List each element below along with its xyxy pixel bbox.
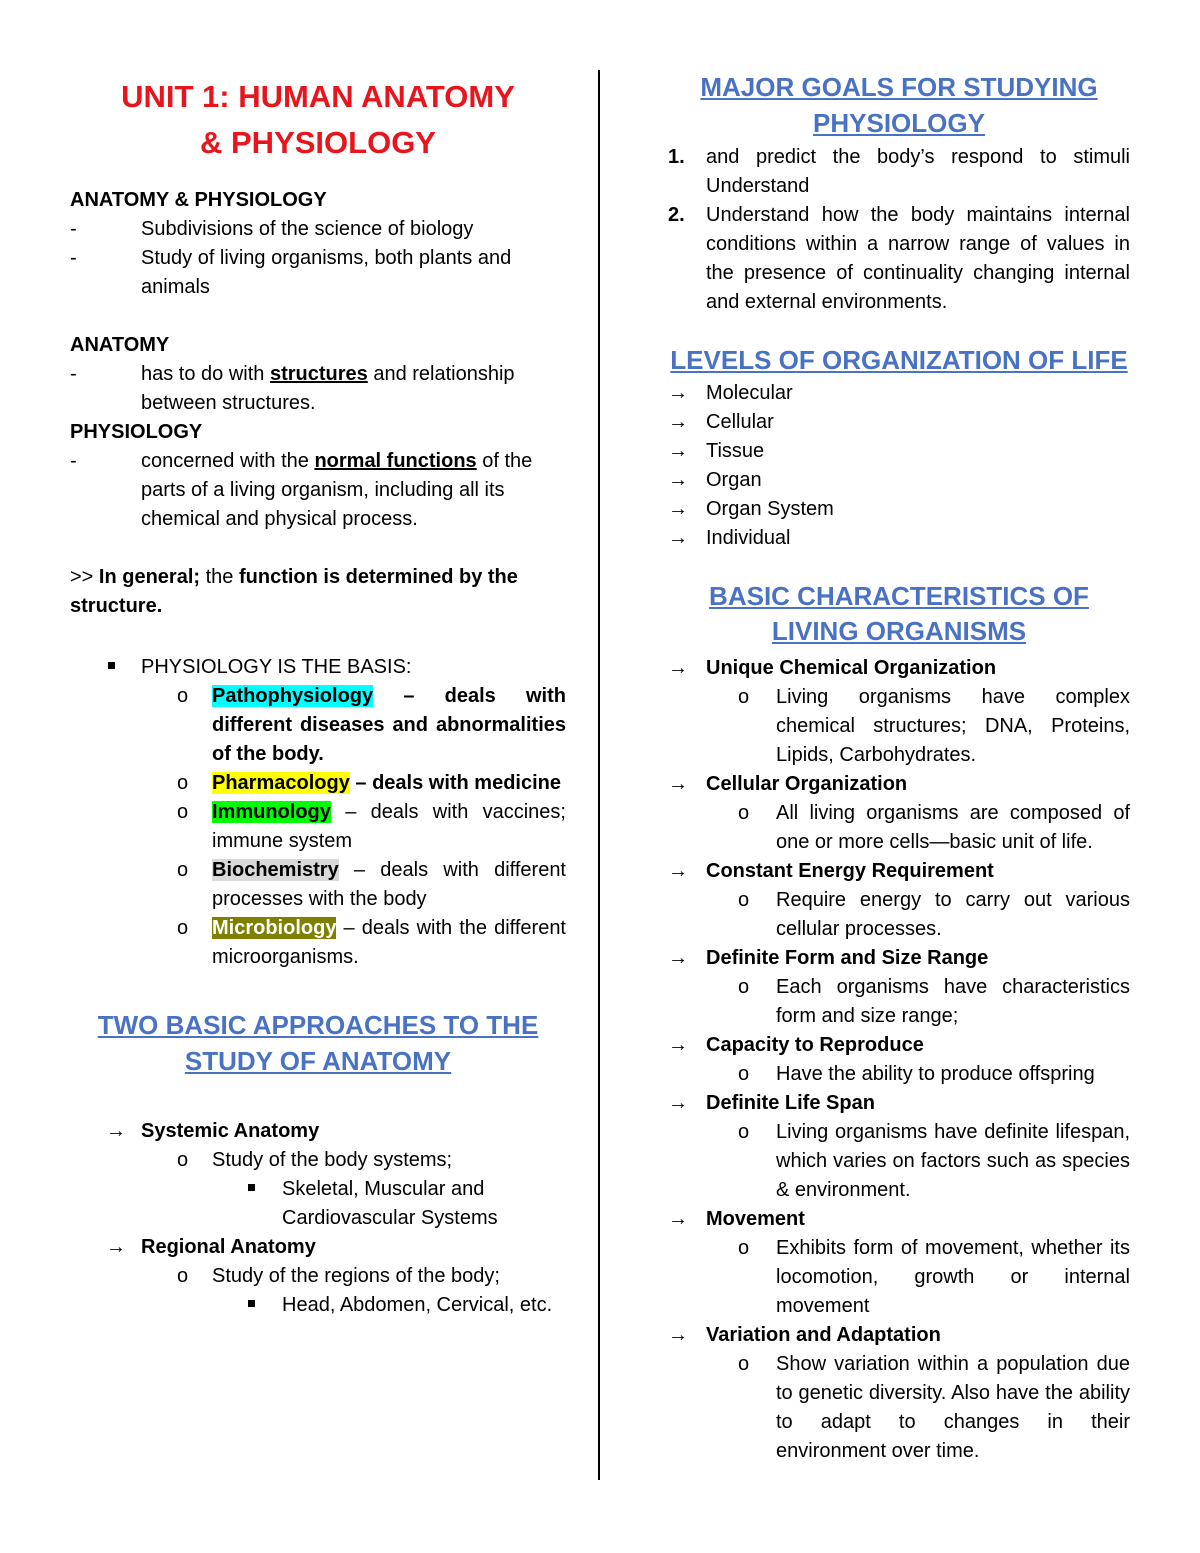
list-item: → Organ System bbox=[668, 495, 1130, 524]
circle-bullet-icon: o bbox=[738, 1236, 750, 1259]
arrow-right-icon: → bbox=[668, 1091, 688, 1114]
immunology-term: Immunology bbox=[212, 801, 331, 823]
circle-bullet-icon: o bbox=[177, 917, 189, 939]
general-statement: >> In general; the function is determined by the structure. bbox=[70, 566, 518, 617]
list-item-text: Study of living organisms, both plants and animals bbox=[141, 247, 512, 298]
basis-list bbox=[70, 682, 566, 972]
anatomy-heading: ANATOMY bbox=[70, 334, 170, 356]
arrow-right-icon: → bbox=[668, 497, 688, 520]
list-item: → Definite Form and Size Range bbox=[668, 944, 1130, 973]
arrow-right-icon: → bbox=[668, 1207, 688, 1230]
structures-emphasis: structures bbox=[269, 363, 368, 385]
square-bullet-icon bbox=[248, 1184, 255, 1191]
dash-bullet: - bbox=[70, 450, 77, 472]
levels-title: LEVELS OF ORGANIZATION OF LIFE bbox=[670, 345, 1128, 375]
levels-list bbox=[668, 379, 1130, 553]
circle-bullet-icon: o bbox=[177, 772, 189, 794]
arrow-right-icon: → bbox=[668, 381, 688, 404]
list-item: 2. Understand how the body maintains internal conditions within a narrow range of values in the presence of continuality changing internal and external environments. bbox=[668, 204, 1130, 313]
arrow-right-icon: → bbox=[668, 410, 688, 433]
list-item: → Organ bbox=[668, 466, 1130, 495]
list-item: → Movement bbox=[668, 1205, 1130, 1234]
goals-title: MAJOR GOALS FOR STUDYING PHYSIOLOGY bbox=[700, 72, 1098, 138]
microbiology-term: Microbiology bbox=[212, 917, 337, 939]
dash-bullet: - bbox=[70, 218, 77, 240]
circle-bullet-icon: o bbox=[738, 685, 750, 708]
right-column bbox=[668, 70, 1130, 1466]
list-item: o Study of the body systems; bbox=[70, 1146, 566, 1175]
list-item bbox=[70, 244, 566, 302]
list-item: o Microbiology – deals with the different microorganisms. bbox=[177, 914, 566, 972]
arrow-right-icon: → bbox=[668, 526, 688, 549]
circle-bullet-icon: o bbox=[177, 685, 189, 707]
list-item: o Require energy to carry out various cellular processes. bbox=[668, 886, 1130, 944]
list-item: → Molecular bbox=[668, 379, 1130, 408]
list-item: o Show variation within a population due to genetic diversity. Also have the ability to adapt to changes in their environment over time. bbox=[668, 1350, 1130, 1466]
circle-bullet-icon: o bbox=[738, 1062, 750, 1085]
left-column bbox=[70, 70, 566, 1320]
list-item: 1. and predict the body’s respond to stimuli Understand bbox=[668, 146, 1130, 197]
characteristics-list bbox=[668, 654, 1130, 1466]
arrow-right-icon: → bbox=[668, 468, 688, 491]
approaches-title: TWO BASIC APPROACHES TO THE STUDY OF ANATOMY bbox=[97, 1010, 539, 1076]
circle-bullet-icon: o bbox=[738, 1352, 750, 1375]
list-item: → Variation and Adaptation bbox=[668, 1321, 1130, 1350]
square-bullet-icon bbox=[248, 1300, 255, 1307]
arrow-right-icon: → bbox=[106, 1120, 126, 1142]
arrow-right-icon: → bbox=[668, 1033, 688, 1056]
list-item bbox=[70, 215, 566, 244]
list-item: → Capacity to Reproduce bbox=[668, 1031, 1130, 1060]
list-item: → Tissue bbox=[668, 437, 1130, 466]
column-divider bbox=[598, 70, 600, 1480]
left-body bbox=[70, 186, 566, 972]
list-item: o Have the ability to produce offspring bbox=[668, 1060, 1130, 1089]
list-item: → Individual bbox=[668, 524, 1130, 553]
list-item: → Regional Anatomy bbox=[70, 1233, 566, 1262]
circle-bullet-icon: o bbox=[738, 801, 750, 824]
list-item: → Cellular bbox=[668, 408, 1130, 437]
list-item: o Pathophysiology – deals with different diseases and abnormalities of the body. bbox=[177, 682, 566, 769]
list-item: o Immunology – deals with vaccines; immune system bbox=[177, 798, 566, 856]
list-item: o Biochemistry – deals with different processes with the body bbox=[177, 856, 566, 914]
list-item: Skeletal, Muscular and Cardiovascular Systems bbox=[70, 1175, 566, 1233]
circle-bullet-icon: o bbox=[738, 888, 750, 911]
basis-heading: PHYSIOLOGY IS THE BASIS: bbox=[70, 653, 566, 682]
list-item: o All living organisms are composed of one or more cells—basic unit of life. bbox=[668, 799, 1130, 857]
arrow-right-icon: → bbox=[668, 656, 688, 679]
circle-bullet-icon: o bbox=[177, 801, 189, 823]
circle-bullet-icon: o bbox=[177, 859, 189, 881]
normal-functions-emphasis: normal functions bbox=[314, 450, 477, 472]
characteristics-title: BASIC CHARACTERISTICS OF LIVING ORGANISMS bbox=[709, 580, 1089, 646]
pathophysiology-term: Pathophysiology bbox=[212, 685, 374, 707]
list-item-text: Subdivisions of the science of biology bbox=[141, 218, 474, 240]
arrow-right-icon: → bbox=[668, 859, 688, 882]
list-item: o Exhibits form of movement, whether its locomotion, growth or internal movement bbox=[668, 1234, 1130, 1321]
list-item: o Living organisms have complex chemical structures; DNA, Proteins, Lipids, Carbohydrates. bbox=[668, 683, 1130, 770]
dash-bullet: - bbox=[70, 247, 77, 269]
unit-title bbox=[70, 74, 566, 166]
list-item: → Definite Life Span bbox=[668, 1089, 1130, 1118]
approaches-list bbox=[70, 1117, 566, 1320]
biochemistry-term: Biochemistry bbox=[212, 859, 339, 881]
circle-bullet-icon: o bbox=[738, 975, 750, 998]
square-bullet-icon bbox=[108, 662, 115, 669]
list-item: o Pharmacology – deals with medicine bbox=[177, 769, 566, 798]
goals-list bbox=[668, 143, 1130, 317]
list-item: → Cellular Organization bbox=[668, 770, 1130, 799]
list-item: o Study of the regions of the body; bbox=[70, 1262, 566, 1291]
arrow-right-icon: → bbox=[668, 439, 688, 462]
list-item: → Systemic Anatomy bbox=[70, 1117, 566, 1146]
list-item: Head, Abdomen, Cervical, etc. bbox=[70, 1291, 566, 1320]
arrow-right-icon: → bbox=[668, 946, 688, 969]
arrow-right-icon: → bbox=[106, 1236, 126, 1258]
list-item: → Unique Chemical Organization bbox=[668, 654, 1130, 683]
physiology-heading: PHYSIOLOGY bbox=[70, 421, 203, 443]
dash-bullet: - bbox=[70, 363, 77, 385]
arrow-right-icon: → bbox=[668, 1323, 688, 1346]
circle-bullet-icon: o bbox=[177, 1149, 189, 1171]
list-item: o Living organisms have definite lifespan, which varies on factors such as species & environment. bbox=[668, 1118, 1130, 1205]
list-item: o Each organisms have characteristics form and size range; bbox=[668, 973, 1130, 1031]
anatomy-definition: - has to do with structures and relationship between structures. bbox=[70, 360, 566, 418]
unit-title-line2: & PHYSIOLOGY bbox=[200, 125, 436, 160]
circle-bullet-icon: o bbox=[738, 1120, 750, 1143]
unit-title-line1: UNIT 1: HUMAN ANATOMY bbox=[121, 79, 515, 114]
arrow-right-icon: → bbox=[668, 772, 688, 795]
pharmacology-term: Pharmacology bbox=[212, 772, 350, 794]
physiology-definition: - concerned with the normal functions of the parts of a living organism, including all its chemical and physical process. bbox=[70, 447, 566, 534]
circle-bullet-icon: o bbox=[177, 1265, 189, 1287]
list-item: → Constant Energy Requirement bbox=[668, 857, 1130, 886]
anatomy-physiology-heading: ANATOMY & PHYSIOLOGY bbox=[70, 189, 327, 211]
